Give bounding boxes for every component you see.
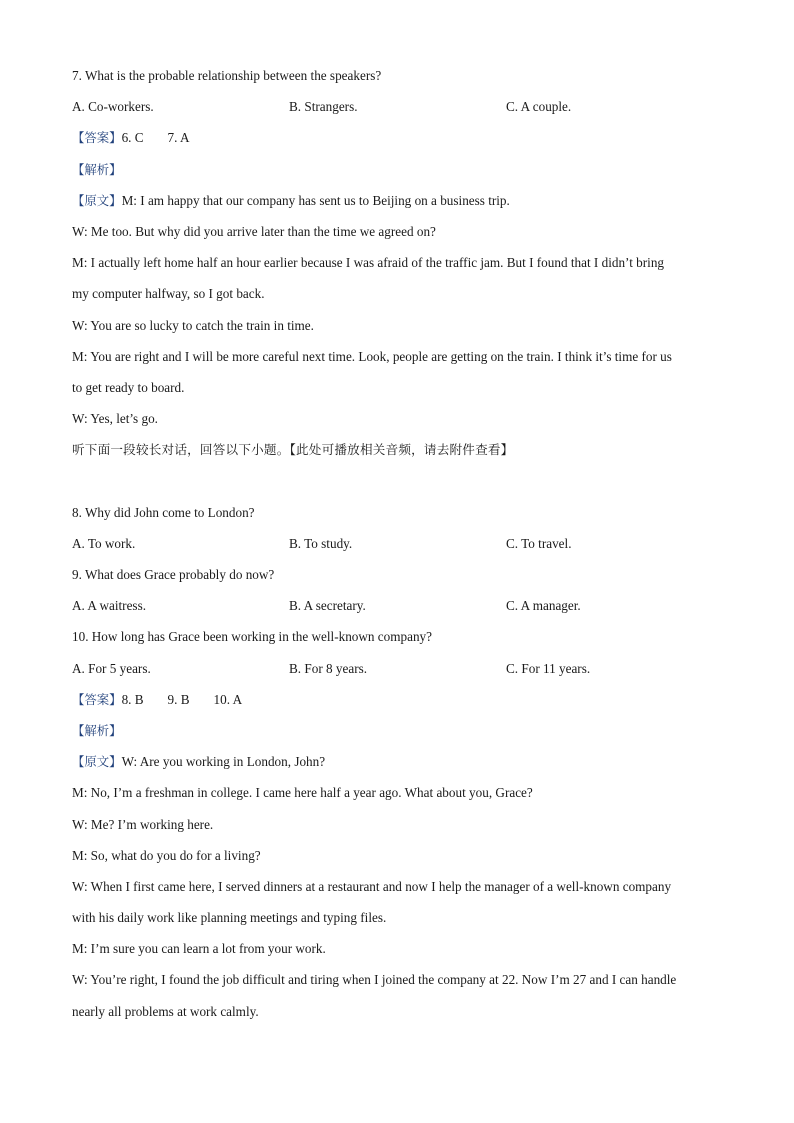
option-a: A. Co-workers. — [72, 99, 154, 115]
document-page — [72, 60, 722, 1027]
transcript-text: W: Are you working in London, John? — [121, 754, 326, 770]
question-7-options — [72, 91, 722, 122]
transcript-line: W: You’re right, I found the job difficult and tiring when I joined the company at 22. Now I’m 27 and I can handle — [72, 972, 677, 988]
question-8-options — [72, 528, 722, 559]
answer-7: 7. A — [167, 130, 190, 146]
transcript-line: my computer halfway, so I got back. — [72, 286, 265, 302]
transcript-tag: 【原文】 — [72, 192, 122, 208]
transcript-tag: 【原文】 — [72, 754, 122, 770]
answer-line-1 — [72, 122, 722, 153]
question-10: 10. How long has Grace been working in the well-known company? — [72, 629, 432, 645]
answer-10: 10. A — [213, 691, 243, 707]
transcript-line: W: When I first came here, I served dinners at a restaurant and now I help the manager of a well-known company — [72, 878, 672, 894]
option-a: A. A waitress. — [72, 598, 146, 614]
transcript-line: M: I actually left home half an hour earlier because I was afraid of the traffic jam. But I found that I didn’t bring — [72, 255, 665, 271]
analysis-line-2 — [72, 715, 722, 746]
option-c: C. A manager. — [506, 598, 581, 614]
transcript-line: with his daily work like planning meetings and typing files. — [72, 910, 387, 926]
answer-tag: 【答案】 — [72, 130, 122, 146]
transcript-line: nearly all problems at work calmly. — [72, 1003, 259, 1019]
question-9-options — [72, 590, 722, 621]
answer-tag: 【答案】 — [72, 691, 122, 707]
option-a: A. For 5 years. — [72, 660, 151, 676]
analysis-tag: 【解析】 — [72, 161, 122, 177]
transcript-line: to get ready to board. — [72, 379, 185, 395]
transcript-line: M: I’m sure you can learn a lot from your work. — [72, 941, 326, 957]
option-b: B. A secretary. — [289, 598, 366, 614]
transcript-line: M: No, I’m a freshman in college. I came here half a year ago. What about you, Grace? — [72, 785, 533, 801]
transcript-line: W: You are so lucky to catch the train in time. — [72, 317, 314, 333]
spacer — [72, 465, 722, 496]
option-c: C. A couple. — [506, 99, 572, 115]
answer-9: 9. B — [167, 691, 190, 707]
listening-instruction: 听下面一段较长对话，回答以下小题。【此处可播放相关音频，请去附件查看】 — [72, 442, 514, 458]
question-10-options — [72, 653, 722, 684]
transcript-line: M: So, what do you do for a living? — [72, 847, 261, 863]
question-8: 8. Why did John come to London? — [72, 504, 255, 520]
transcript-line: M: You are right and I will be more careful next time. Look, people are getting on the train. I think it’s time for us — [72, 348, 672, 364]
analysis-line-1 — [72, 154, 722, 185]
option-b: B. For 8 years. — [289, 660, 368, 676]
option-c: C. For 11 years. — [506, 660, 591, 676]
option-c: C. To travel. — [506, 535, 572, 551]
transcript-line: W: Yes, let’s go. — [72, 411, 158, 427]
option-a: A. To work. — [72, 535, 136, 551]
answer-line-2 — [72, 684, 722, 715]
answer-8: 8. B — [121, 691, 144, 707]
option-b: B. Strangers. — [289, 99, 358, 115]
transcript-line: W: Me too. But why did you arrive later than the time we agreed on? — [72, 223, 436, 239]
transcript-text: M: I am happy that our company has sent us to Beijing on a business trip. — [121, 192, 510, 208]
question-9: 9. What does Grace probably do now? — [72, 567, 275, 582]
question-7: 7. What is the probable relationship between the speakers? — [72, 68, 382, 83]
option-b: B. To study. — [289, 535, 353, 551]
analysis-tag: 【解析】 — [72, 722, 122, 738]
transcript-line: W: Me? I’m working here. — [72, 816, 214, 832]
answer-6: 6. C — [121, 130, 144, 146]
transcript-line — [72, 185, 722, 216]
transcript-line — [72, 746, 722, 777]
